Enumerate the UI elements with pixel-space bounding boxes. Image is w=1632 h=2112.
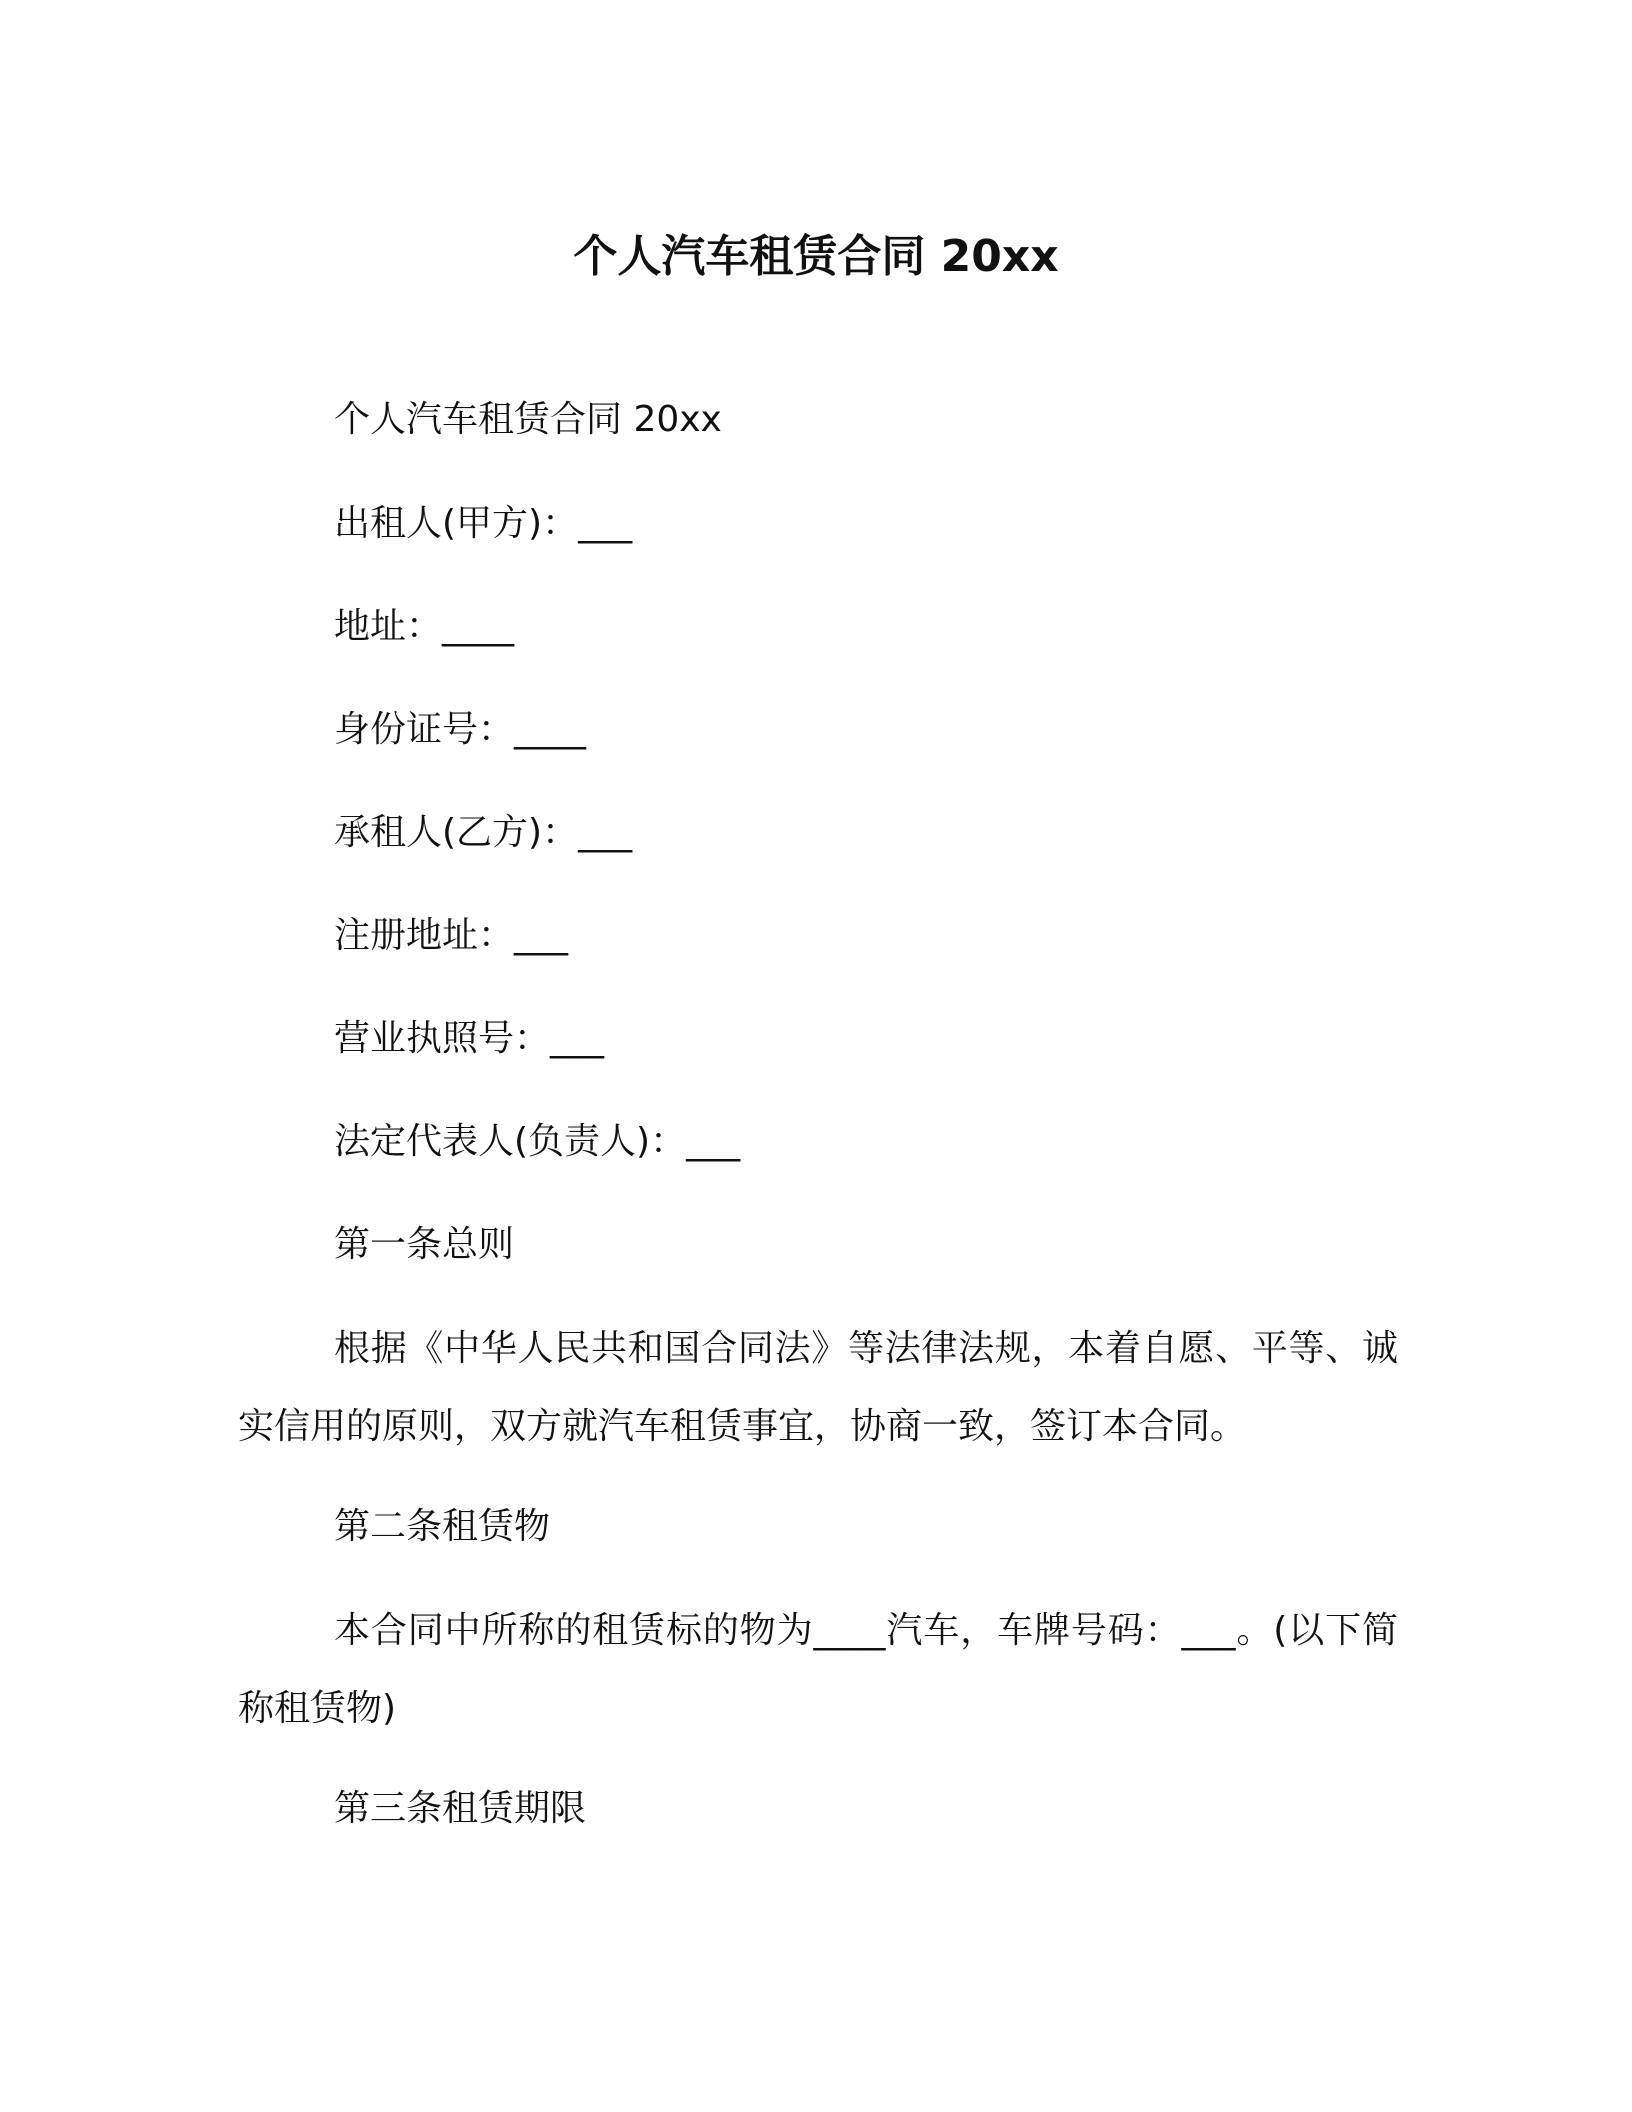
article-3-heading: 第三条租赁期限 xyxy=(334,1788,587,1829)
lessee-line: 承租人(乙方)：___ xyxy=(334,812,633,853)
lessor-line: 出租人(甲方)：___ xyxy=(334,503,633,544)
business-license-line: 营业执照号：___ xyxy=(334,1018,605,1059)
article-1-body: 根据《中华人民共和国合同法》等法律法规，本着自愿、平等、诚实信用的原则，双方就汽车租赁事宜，协商一致，签订本合同。 xyxy=(238,1328,1398,1447)
document-title: 个人汽车租赁合同 20xx xyxy=(573,231,1059,282)
address-line: 地址：____ xyxy=(334,606,515,647)
registered-address-line: 注册地址：___ xyxy=(334,915,569,956)
legal-representative-line: 法定代表人(负责人)：___ xyxy=(334,1121,741,1162)
id-number-line: 身份证号：____ xyxy=(334,709,587,750)
contract-subtitle: 个人汽车租赁合同 20xx xyxy=(334,399,722,440)
article-1-heading: 第一条总则 xyxy=(334,1224,515,1265)
article-2-body: 本合同中所称的租赁标的物为____汽车，车牌号码：___。(以下简称租赁物) xyxy=(238,1610,1398,1729)
article-2-heading: 第二条租赁物 xyxy=(334,1506,551,1547)
